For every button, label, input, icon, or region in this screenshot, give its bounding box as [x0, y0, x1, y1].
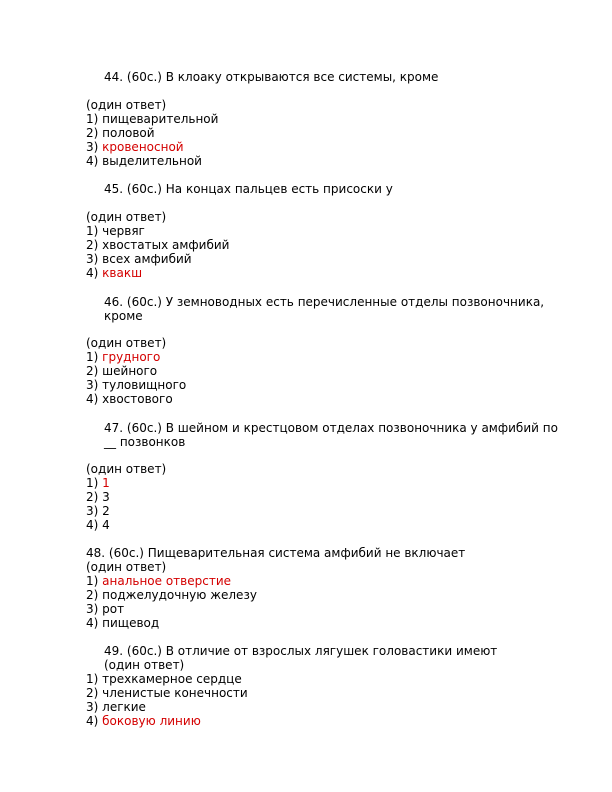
option-number: 4): [86, 266, 99, 280]
q48-option-2: [86, 588, 257, 602]
q46-option-2: [86, 364, 157, 378]
q48-option-1: [86, 574, 231, 588]
question-46-title: 46. (60с.) У земноводных есть перечисленные отделы позвоночника,: [104, 295, 545, 309]
option-number: 1): [86, 672, 99, 686]
option-number: 1): [86, 350, 99, 364]
q44-option-3: [86, 140, 184, 154]
option-text: туловищного: [102, 378, 187, 392]
option-text-correct: 1: [102, 476, 110, 490]
option-number: 3): [86, 140, 99, 154]
option-number: 3): [86, 700, 99, 714]
option-text: рот: [102, 602, 125, 616]
option-text-correct: анальное отверстие: [102, 574, 232, 588]
option-text-correct: квакш: [102, 266, 143, 280]
option-text: 4: [102, 518, 110, 532]
q44-option-1: [86, 112, 218, 126]
question-44-title: 44. (60с.) В клоаку открываются все системы, кроме: [104, 70, 439, 84]
option-text: поджелудочную железу: [102, 588, 257, 602]
option-number: 4): [86, 154, 99, 168]
question-46-mode: (один ответ): [86, 336, 167, 350]
q45-option-2: [86, 238, 229, 252]
q47-option-1: [86, 476, 110, 490]
option-number: 3): [86, 252, 99, 266]
question-45-mode: (один ответ): [86, 210, 167, 224]
option-text: 3: [102, 490, 110, 504]
option-number: 2): [86, 588, 99, 602]
option-text: выделительной: [102, 154, 202, 168]
q49-option-3: [86, 700, 146, 714]
q45-option-3: [86, 252, 192, 266]
q47-option-3: [86, 504, 110, 518]
question-44-mode: (один ответ): [86, 98, 167, 112]
q46-option-1: [86, 350, 160, 364]
option-text: 2: [102, 504, 110, 518]
option-number: 4): [86, 518, 99, 532]
option-number: 4): [86, 714, 99, 728]
option-text: всех амфибий: [102, 252, 192, 266]
option-number: 1): [86, 574, 99, 588]
option-number: 2): [86, 490, 99, 504]
option-number: 3): [86, 504, 99, 518]
option-text: трехкамерное сердце: [102, 672, 242, 686]
option-number: 1): [86, 224, 99, 238]
option-number: 2): [86, 238, 99, 252]
q48-option-3: [86, 602, 124, 616]
option-text: шейного: [102, 364, 158, 378]
q47-option-4: [86, 518, 110, 532]
option-number: 4): [86, 392, 99, 406]
option-text-correct: кровеносной: [102, 140, 184, 154]
option-text: хвостового: [102, 392, 173, 406]
question-47-title-cont: __ позвонков: [104, 435, 186, 449]
option-text-correct: боковую линию: [102, 714, 201, 728]
q48-option-4: [86, 616, 159, 630]
question-49-mode: (один ответ): [104, 658, 185, 672]
option-number: 3): [86, 378, 99, 392]
q44-option-4: [86, 154, 202, 168]
option-number: 1): [86, 112, 99, 126]
option-text-correct: грудного: [102, 350, 161, 364]
question-48-title: 48. (60с.) Пищеварительная система амфибий не включает: [86, 546, 466, 560]
q46-option-3: [86, 378, 186, 392]
option-text: легкие: [102, 700, 146, 714]
option-text: половой: [102, 126, 155, 140]
option-text: червяг: [102, 224, 145, 238]
q45-option-1: [86, 224, 145, 238]
q46-option-4: [86, 392, 173, 406]
option-number: 3): [86, 602, 99, 616]
option-text: хвостатых амфибий: [102, 238, 230, 252]
option-text: членистые конечности: [102, 686, 248, 700]
q47-option-2: [86, 490, 110, 504]
question-47-mode: (один ответ): [86, 462, 167, 476]
option-text: пищевод: [102, 616, 160, 630]
question-45-title: 45. (60с.) На концах пальцев есть присоски у: [104, 182, 393, 196]
question-49-title: 49. (60с.) В отличие от взрослых лягушек головастики имеют: [104, 644, 498, 658]
option-number: 2): [86, 126, 99, 140]
option-number: 1): [86, 476, 99, 490]
question-46-title-cont: кроме: [104, 309, 143, 323]
q44-option-2: [86, 126, 155, 140]
question-47-title: 47. (60с.) В шейном и крестцовом отделах позвоночника у амфибий по: [104, 421, 558, 435]
option-text: пищеварительной: [102, 112, 219, 126]
option-number: 2): [86, 686, 99, 700]
question-48-mode: (один ответ): [86, 560, 167, 574]
q49-option-4: [86, 714, 201, 728]
q49-option-2: [86, 686, 248, 700]
option-number: 4): [86, 616, 99, 630]
q49-option-1: [86, 672, 242, 686]
option-number: 2): [86, 364, 99, 378]
q45-option-4: [86, 266, 142, 280]
